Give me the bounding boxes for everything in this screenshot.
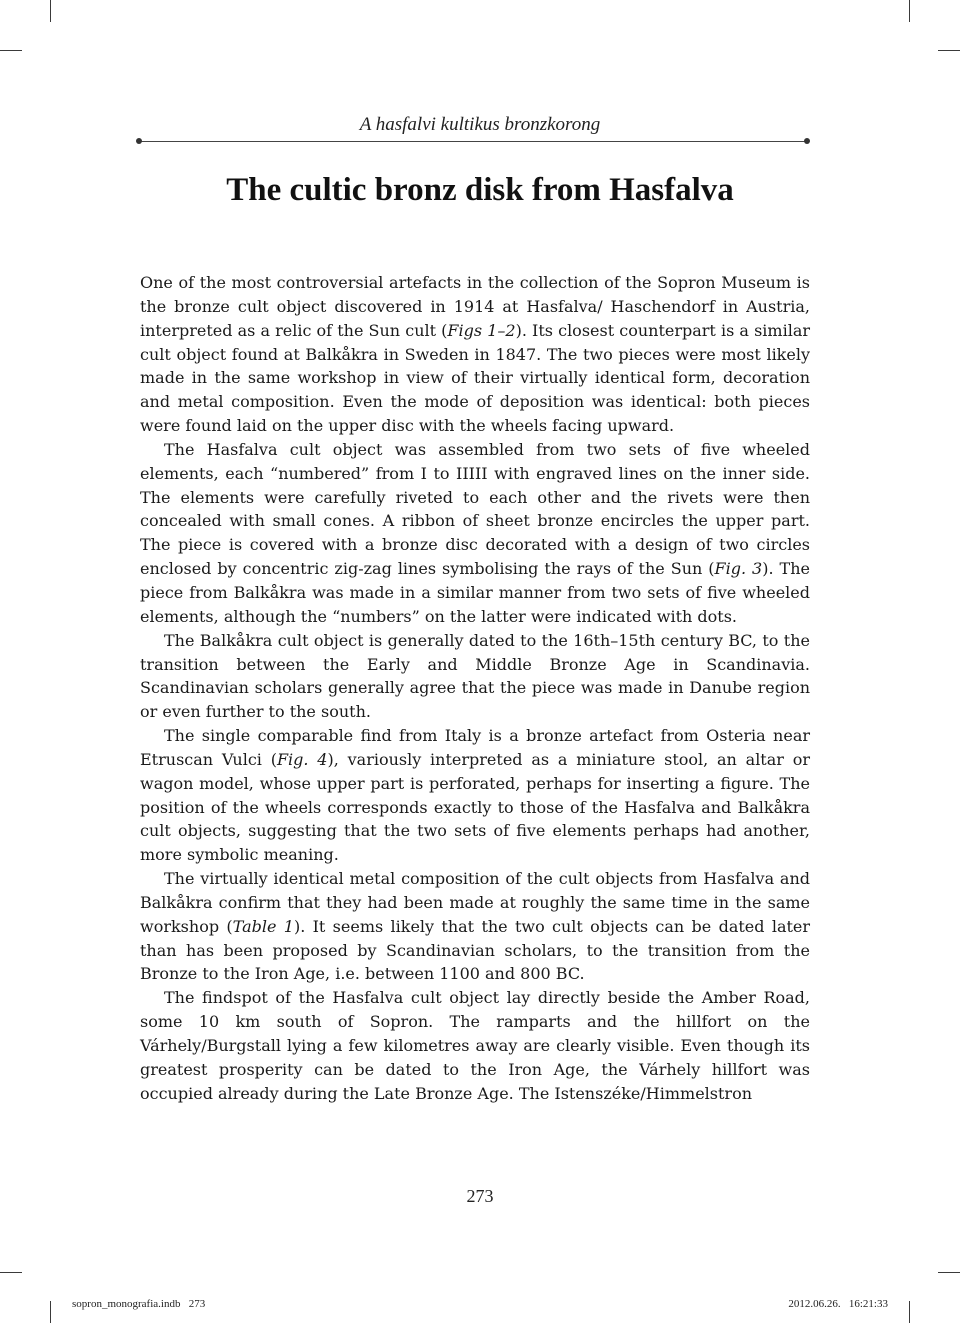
- text-run: ). Its closest counterpart is a similar cult object found at Balkåkra in Sweden in 1847. The two pieces were most likely made in the same workshop in view of their virtually identical form, decoration and metal composition. Even the mode of deposition was identical: both pieces were found laid on the upper disc with the wheels facing upward.: [140, 320, 811, 436]
- paragraph: [140, 271, 810, 438]
- print-slug-file: sopron_monografia.indb 273: [72, 1298, 206, 1310]
- print-slug-timestamp: 2012.06.26. 16:21:33: [788, 1298, 888, 1310]
- figure-reference: Figs 1–2: [447, 320, 516, 340]
- body-text: [140, 271, 810, 1106]
- text-run: The virtually identical metal composition of the cult objects from Hasfalva and Balkåkra confirm that they had been made at roughly the same time in the same workshop (: [140, 869, 810, 936]
- article-title: The cultic bronz disk from Hasfalva: [226, 172, 734, 208]
- crop-mark-bottom-left: [50, 1301, 51, 1323]
- paragraph: [140, 438, 810, 629]
- figure-reference: Fig. 3: [714, 559, 763, 579]
- text-run: The single comparable find from Italy is a bronze artefact from Osteria near Etruscan Vulci (: [140, 726, 810, 769]
- figure-reference: Fig. 4: [276, 749, 328, 769]
- crop-mark-bottom-left-h: [0, 1272, 22, 1273]
- paragraph: [140, 629, 810, 724]
- running-head-rule: [138, 141, 808, 142]
- running-head: A hasfalvi kultikus bronzkorong: [359, 114, 601, 135]
- text-run: One of the most controversial artefacts in the collection of the Sopron Museum is the bronze cult object discovered in 1914 at Hasfalva/ Haschendorf in Austria, interpreted as a relic of the Sun cult (: [140, 273, 810, 340]
- crop-mark-bottom-right-h: [938, 1272, 960, 1273]
- text-run: The findspot of the Hasfalva cult object lay directly beside the Amber Road, some 10 km south of Sopron. The ramparts and the hillfort on the Várhely/Burgstall lying a few kilometres away are clearly visible. Even though its greatest prosperity can be dated to the Iron Age, the Várhely hillfort was occupied already during the Late Bronze Age. The Istenszéke/Himmelstron: [140, 988, 810, 1103]
- crop-mark-top-left: [50, 0, 51, 22]
- page-number: 273: [466, 1186, 494, 1206]
- paragraph: [140, 986, 810, 1105]
- text-run: ). The piece from Balkåkra was made in a similar manner from two sets of five wheeled elements, although the “numbers” on the latter were indicated with dots.: [140, 559, 811, 626]
- crop-mark-bottom-right: [909, 1301, 910, 1323]
- crop-mark-top-left-h: [0, 50, 22, 51]
- crop-mark-top-right-h: [938, 50, 960, 51]
- paragraph: [140, 724, 810, 867]
- text-run: The Balkåkra cult object is generally dated to the 16th–15th century BC, to the transition between the Early and Middle Bronze Age in Scandinavia. Scandinavian scholars generally agree that the piece was made in Danube region or even further to the south.: [140, 630, 810, 722]
- crop-mark-top-right: [909, 0, 910, 22]
- paragraph: [140, 867, 810, 986]
- text-run: The Hasfalva cult object was assembled from two sets of five wheeled elements, each “numbered” from I to IIIII with engraved lines on the inner side. The elements were carefully riveted to each other and the rivets were then concealed with small cones. A ribbon of sheet bronze encircles the upper part. The piece is covered with a bronze disc decorated with a design of two circles enclosed by concentric zig-zag lines symbolising the rays of the Sun (: [140, 439, 810, 579]
- rule-end-dot-left: [136, 138, 142, 144]
- text-run: ), variously interpreted as a miniature stool, an altar or wagon model, whose upper part is perforated, perhaps for inserting a figure. The position of the wheels corresponds exactly to those of the Hasfalva and Balkåkra cult objects, suggesting that the two sets of five elements perhaps had another, more symbolic meaning.: [140, 749, 810, 865]
- text-run: ). It seems likely that the two cult objects can be dated later than has been proposed by Scandinavian scholars, to the transition from the Bronze to the Iron Age, i.e. between 1100 and 800 BC.: [140, 916, 811, 984]
- figure-reference: Table 1: [232, 916, 294, 936]
- rule-end-dot-right: [804, 138, 810, 144]
